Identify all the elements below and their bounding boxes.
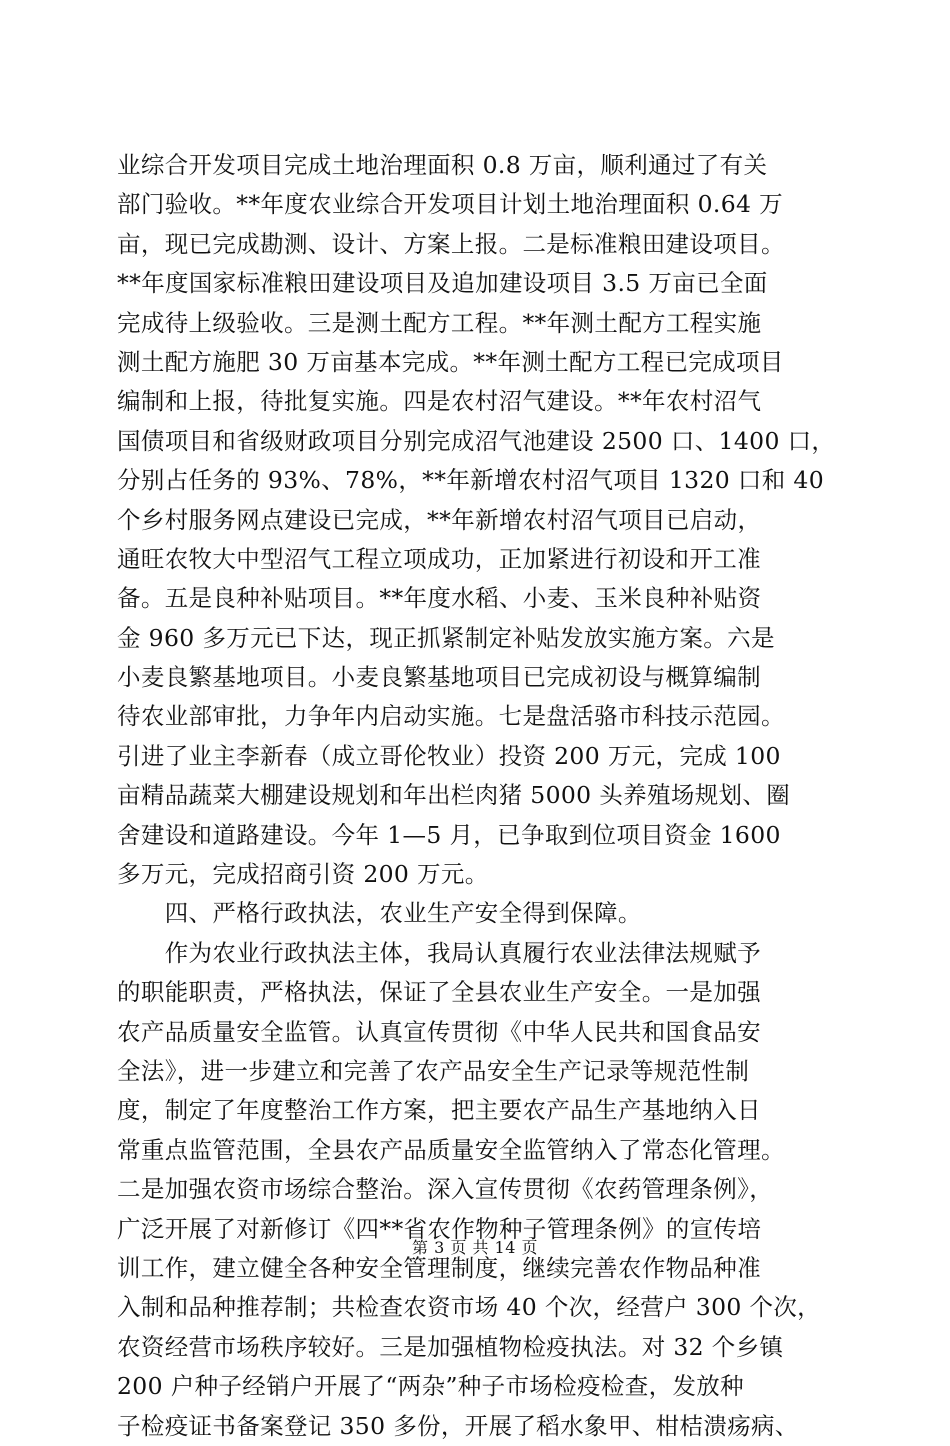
text-line: 国债项目和省级财政项目分别完成沼气池建设 2500 口、1400 口， bbox=[117, 426, 836, 455]
text-line: 部门验收。**年度农业综合开发项目计划土地治理面积 0.64 万 bbox=[117, 190, 783, 219]
text-line: 小麦良繁基地项目。小麦良繁基地项目已完成初设与概算编制 bbox=[117, 663, 761, 692]
text-line: 亩，现已完成勘测、设计、方案上报。二是标准粮田建设项目。 bbox=[117, 229, 785, 258]
text-line: 亩精品蔬菜大棚建设规划和年出栏肉猪 5000 头养殖场规划、圈 bbox=[117, 781, 791, 810]
page-number-footer: 第 3 页 共 14 页 bbox=[412, 1238, 538, 1257]
text-line: 待农业部审批，力争年内启动实施。七是盘活骆市科技示范园。 bbox=[117, 702, 785, 731]
text-line: 通旺农牧大中型沼气工程立项成功，正加紧进行初设和开工准 bbox=[117, 544, 761, 573]
text-line: 全法》，进一步建立和完善了农产品安全生产记录等规范性制 bbox=[117, 1056, 750, 1085]
text-line: 完成待上级验收。三是测土配方工程。**年测土配方工程实施 bbox=[117, 308, 762, 337]
text-line: 度，制定了年度整治工作方案，把主要农产品生产基地纳入日 bbox=[117, 1096, 761, 1125]
text-line: 业综合开发项目完成土地治理面积 0.8 万亩，顺利通过了有关 bbox=[117, 151, 768, 179]
text-line: 金 960 多万元已下达，现正抓紧制定补贴发放实施方案。六是 bbox=[117, 623, 775, 652]
text-line: 农资经营市场秩序较好。三是加强植物检疫执法。对 32 个乡镇 bbox=[117, 1332, 784, 1361]
text-line: 子检疫证书备案登记 350 多份，开展了稻水象甲、柑桔溃疡病、 bbox=[117, 1411, 799, 1440]
text-line: 入制和品种推荐制；共检查农资市场 40 个次，经营户 300 个次， bbox=[117, 1293, 822, 1322]
text-line: 广泛开展了对新修订《四**省农作物种子管理条例》的宣传培 bbox=[117, 1214, 762, 1243]
text-line: 引进了业主李新春（成立哥伦牧业）投资 200 万元，完成 100 bbox=[117, 741, 781, 770]
text-line: 200 户种子经销户开展了“两杂”种子市场检疫检查，发放种 bbox=[117, 1372, 745, 1401]
text-line: 多万元，完成招商引资 200 万元。 bbox=[117, 860, 489, 889]
text-line: 测土配方施肥 30 万亩基本完成。**年测土配方工程已完成项目 bbox=[117, 347, 784, 376]
text-line: 舍建设和道路建设。今年 1—5 月，已争取到位项目资金 1600 bbox=[117, 820, 781, 849]
text-line: 常重点监管范围，全县农产品质量安全监管纳入了常态化管理。 bbox=[117, 1135, 785, 1164]
text-line: 备。五是良种补贴项目。**年度水稻、小麦、玉米良种补贴资 bbox=[117, 584, 762, 613]
text-line: 编制和上报，待批复实施。四是农村沼气建设。**年农村沼气 bbox=[117, 387, 762, 416]
section-heading: 四、严格行政执法，农业生产安全得到保障。 bbox=[117, 899, 642, 928]
text-line: 二是加强农资市场综合整治。深入宣传贯彻《农药管理条例》， bbox=[117, 1175, 774, 1204]
text-line: **年度国家标准粮田建设项目及追加建设项目 3.5 万亩已全面 bbox=[117, 269, 768, 298]
text-line: 个乡村服务网点建设已完成，**年新增农村沼气项目已启动， bbox=[117, 505, 762, 534]
text-line: 训工作，建立健全各种安全管理制度，继续完善农作物品种准 bbox=[117, 1253, 761, 1282]
text-line: 的职能职责，严格执法，保证了全县农业生产安全。一是加强 bbox=[117, 978, 761, 1007]
text-line: 农产品质量安全监管。认真宣传贯彻《中华人民共和国食品安 bbox=[117, 1017, 761, 1046]
text-line: 分别占任务的 93%、78%，**年新增农村沼气项目 1320 口和 40 bbox=[117, 466, 825, 495]
text-line: 作为农业行政执法主体，我局认真履行农业法律法规赋予 bbox=[117, 938, 761, 967]
